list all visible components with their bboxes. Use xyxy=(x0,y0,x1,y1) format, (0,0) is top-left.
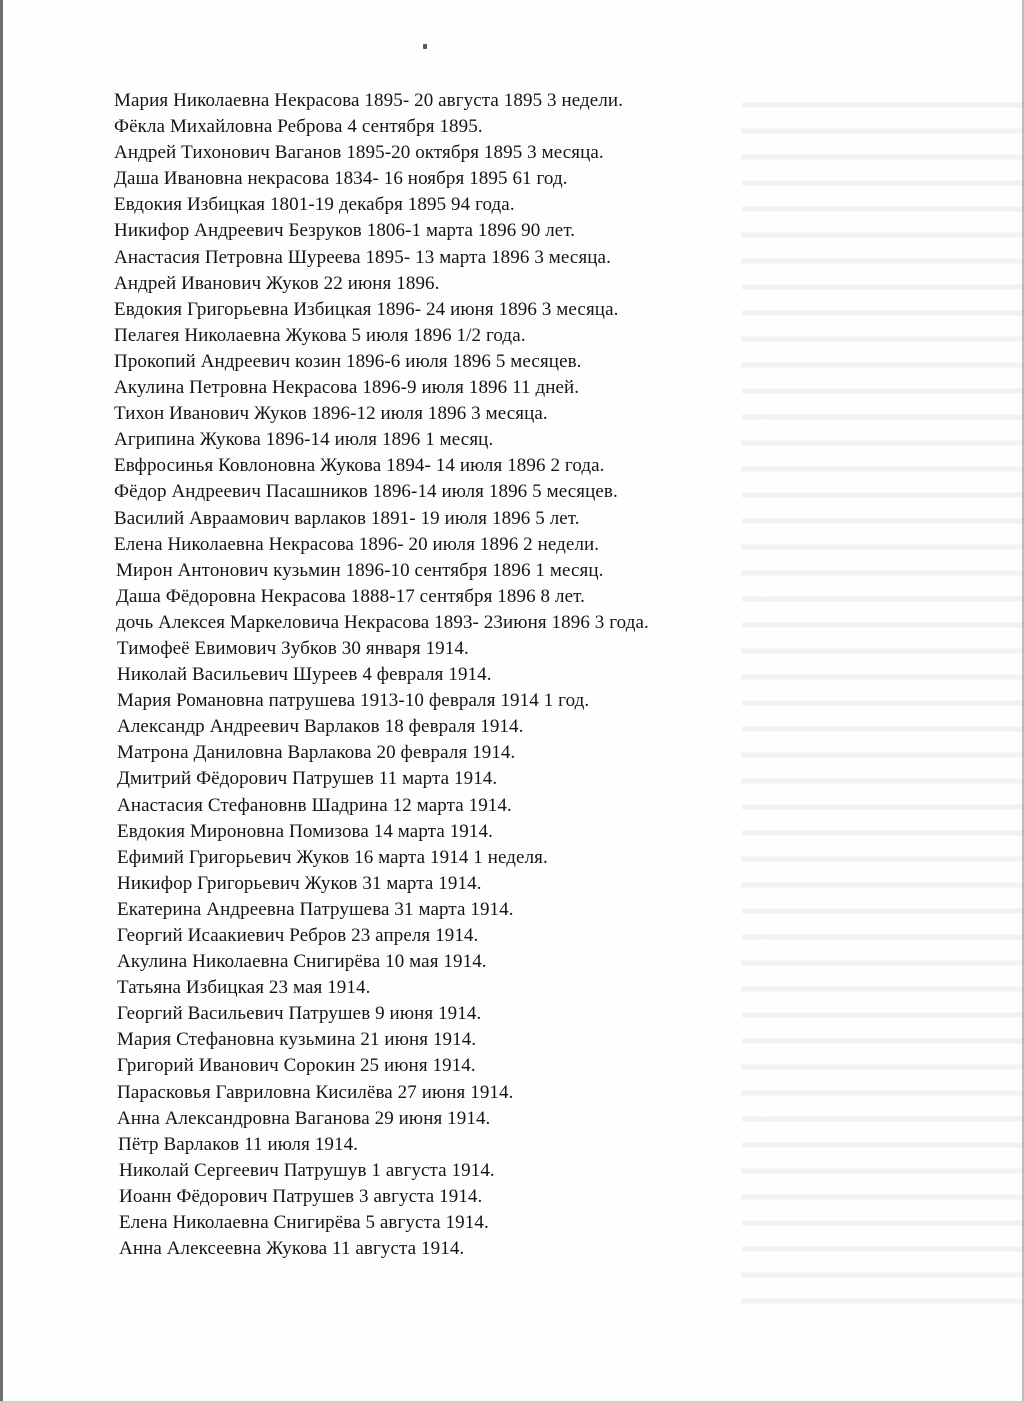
record-line: Александр Андреевич Варлаков 18 февраля 1914. xyxy=(117,716,524,738)
record-line: Анна Александровна Ваганова 29 июня 1914. xyxy=(117,1107,491,1129)
record-line: Акулина Николаевна Снигирёва 10 мая 1914. xyxy=(117,951,487,973)
record-line: Елена Николаевна Снигирёва 5 августа 1914. xyxy=(119,1212,489,1234)
record-line: Фёкла Михайловна Реброва 4 сентября 1895. xyxy=(114,116,483,138)
record-line: Пётр Варлаков 11 июля 1914. xyxy=(118,1133,359,1155)
record-line: Дмитрий Фёдорович Патрушев 11 марта 1914. xyxy=(117,768,498,790)
record-line: дочь Алексея Маркеловича Некрасова 1893- 23июня 1896 3 года. xyxy=(116,611,649,633)
record-line: Никифор Григорьевич Жуков 31 марта 1914. xyxy=(117,872,482,894)
record-line: Мария Романовна патрушева 1913-10 февраля 1914 1 год. xyxy=(117,690,590,712)
record-line: Мирон Антонович кузьмин 1896-10 сентября 1896 1 месяц. xyxy=(116,559,604,581)
record-line: Георгий Исаакиевич Ребров 23 апреля 1914. xyxy=(117,925,479,946)
record-line: Елена Николаевна Некрасова 1896- 20 июля 1896 2 недели. xyxy=(114,533,600,555)
record-line: Мария Стефановна кузьмина 21 июня 1914. xyxy=(117,1029,477,1051)
record-line: Евдокия Григорьевна Избицкая 1896- 24 июня 1896 3 месяца. xyxy=(114,298,619,320)
record-line: Парасковья Гавриловна Кисилёва 27 июня 1914. xyxy=(117,1081,514,1103)
record-line: Николай Сергеевич Патрушув 1 августа 1914. xyxy=(119,1159,495,1181)
record-line: Евфросинья Ковлоновна Жукова 1894- 14 июля 1896 2 года. xyxy=(114,455,605,477)
record-line: Григорий Иванович Сорокин 25 июня 1914. xyxy=(117,1055,476,1077)
record-line: Татьяна Избицкая 23 мая 1914. xyxy=(117,977,371,999)
record-line: Екатерина Андреевна Патрушева 31 марта 1914. xyxy=(117,898,514,920)
record-line: Ефимий Григорьевич Жуков 16 марта 1914 1 неделя. xyxy=(117,846,548,868)
record-line: Василий Авраамович варлаков 1891- 19 июля 1896 5 лет. xyxy=(114,507,580,529)
record-line: Прокопий Андреевич козин 1896-6 июля 1896 5 месяцев. xyxy=(114,350,582,372)
record-line: Иоанн Фёдорович Патрушев 3 августа 1914. xyxy=(119,1185,483,1207)
record-line: Матрона Даниловна Варлакова 20 февраля 1914. xyxy=(117,742,516,764)
record-line: Акулина Петровна Некрасова 1896-9 июля 1896 11 дней. xyxy=(114,377,580,399)
record-line: Мария Николаевна Некрасова 1895- 20 августа 1895 3 недели. xyxy=(114,90,624,111)
record-line: Тимофеё Евимович Зубков 30 января 1914. xyxy=(117,637,469,659)
record-line: Тихон Иванович Жуков 1896-12 июля 1896 3 месяца. xyxy=(114,403,548,425)
ink-mark xyxy=(423,44,427,49)
record-line: Пелагея Николаевна Жукова 5 июля 1896 1/2 года. xyxy=(114,324,526,346)
record-line: Андрей Иванович Жуков 22 июня 1896. xyxy=(114,272,440,294)
record-line: Даша Ивановна некрасова 1834- 16 ноября 1895 61 год. xyxy=(114,168,568,190)
record-line: Фёдор Андреевич Пасашников 1896-14 июля 1896 5 месяцев. xyxy=(114,481,618,503)
record-line: Анастасия Петровна Шуреева 1895- 13 марта 1896 3 месяца. xyxy=(114,246,611,268)
record-line: Евдокия Мироновна Помизова 14 марта 1914. xyxy=(117,820,493,842)
burial-records-list xyxy=(0,88,1024,1262)
record-line: Агрипина Жукова 1896-14 июля 1896 1 месяц. xyxy=(114,429,494,451)
record-line: Николай Васильевич Шуреев 4 февраля 1914. xyxy=(117,664,492,686)
record-line: Анастасия Стефановнв Шадрина 12 марта 1914. xyxy=(117,794,512,816)
record-line: Анна Алексеевна Жукова 11 августа 1914. xyxy=(119,1238,465,1260)
record-line: Никифор Андреевич Безруков 1806-1 марта 1896 90 лет. xyxy=(114,220,576,242)
record-line: Даша Фёдоровна Некрасова 1888-17 сентября 1896 8 лет. xyxy=(116,585,585,607)
record-line: Георгий Васильевич Патрушев 9 июня 1914. xyxy=(117,1003,482,1025)
record-line: Андрей Тихонович Ваганов 1895-20 октября 1895 3 месяца. xyxy=(114,142,604,164)
record-line: Евдокия Избицкая 1801-19 декабря 1895 94 года. xyxy=(114,194,515,216)
